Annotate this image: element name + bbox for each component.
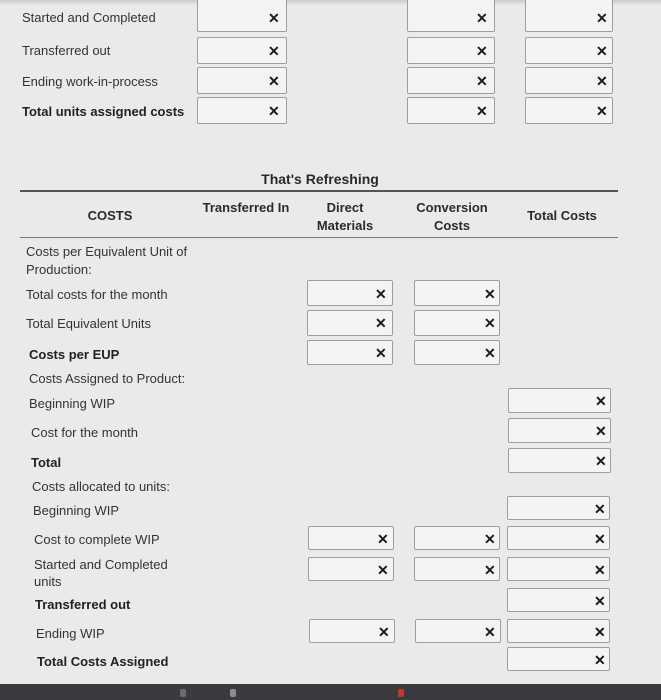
row-label-transferred-out-cost: Transferred out (35, 597, 131, 612)
incorrect-icon: ✕ (375, 286, 387, 302)
row-label-started-completed: Started and Completed (22, 10, 156, 25)
incorrect-icon: ✕ (268, 43, 280, 59)
row-label-started-completed-units: Started and Completed units (34, 557, 168, 589)
row-label-transferred-out: Transferred out (22, 43, 111, 58)
row-label-total-equivalent-units: Total Equivalent Units (26, 316, 152, 331)
header-transferred-in: Transferred In (202, 200, 290, 215)
incorrect-icon: ✕ (594, 501, 606, 517)
incorrect-icon: ✕ (594, 562, 606, 578)
incorrect-icon: ✕ (595, 423, 607, 439)
row-label-total: Total (31, 455, 62, 470)
taskbar-icon (230, 689, 236, 697)
header-total-costs: Total Costs (527, 208, 597, 223)
incorrect-icon: ✕ (268, 103, 280, 119)
incorrect-icon: ✕ (595, 453, 607, 469)
row-label-total-units-assigned: Total units assigned costs (22, 104, 185, 119)
row-label-allocated-beginning-wip: Beginning WIP (33, 503, 119, 518)
row-label-cost-to-complete-wip: Cost to complete WIP (34, 532, 160, 547)
incorrect-icon: ✕ (377, 562, 389, 578)
row-label-total-costs-assigned: Total Costs Assigned (37, 654, 169, 669)
taskbar-icon (180, 689, 186, 697)
incorrect-icon: ✕ (594, 593, 606, 609)
incorrect-icon: ✕ (484, 345, 496, 361)
row-label-costs-allocated-heading: Costs allocated to units: (32, 479, 171, 494)
header-rule (20, 237, 618, 238)
header-conversion-costs: Conversion Costs (416, 200, 488, 233)
incorrect-icon: ✕ (484, 624, 496, 640)
incorrect-icon: ✕ (594, 531, 606, 547)
incorrect-icon: ✕ (594, 624, 606, 640)
incorrect-icon: ✕ (476, 73, 488, 89)
row-label-beginning-wip: Beginning WIP (29, 396, 115, 411)
incorrect-icon: ✕ (378, 624, 390, 640)
incorrect-icon: ✕ (476, 10, 488, 26)
row-label-ending-wip-cost: Ending WIP (36, 626, 105, 641)
row-label-total-costs-month: Total costs for the month (26, 287, 168, 302)
row-label-costs-assigned-heading: Costs Assigned to Product: (29, 371, 186, 386)
company-title: That's Refreshing (261, 171, 379, 187)
incorrect-icon: ✕ (375, 345, 387, 361)
incorrect-icon: ✕ (268, 73, 280, 89)
incorrect-icon: ✕ (484, 286, 496, 302)
incorrect-icon: ✕ (476, 43, 488, 59)
incorrect-icon: ✕ (375, 315, 387, 331)
incorrect-icon: ✕ (596, 103, 608, 119)
incorrect-icon: ✕ (594, 652, 606, 668)
header-direct-materials: Direct Materials (316, 200, 374, 233)
incorrect-icon: ✕ (476, 103, 488, 119)
row-label-costs-per-eup: Costs per EUP (29, 347, 120, 362)
row-label-costs-per-eu-heading: Costs per Equivalent Unit of Production: (26, 244, 188, 277)
row-label-ending-wip: Ending work-in-process (22, 74, 158, 89)
incorrect-icon: ✕ (595, 393, 607, 409)
incorrect-icon: ✕ (484, 562, 496, 578)
title-rule (20, 190, 618, 192)
incorrect-icon: ✕ (377, 531, 389, 547)
incorrect-icon: ✕ (268, 10, 280, 26)
taskbar-icon (398, 689, 404, 697)
incorrect-icon: ✕ (596, 43, 608, 59)
header-costs: COSTS (87, 208, 133, 223)
incorrect-icon: ✕ (484, 531, 496, 547)
bottom-bezel (0, 684, 661, 700)
incorrect-icon: ✕ (484, 315, 496, 331)
incorrect-icon: ✕ (596, 10, 608, 26)
row-label-cost-for-month: Cost for the month (31, 425, 138, 440)
incorrect-icon: ✕ (596, 73, 608, 89)
